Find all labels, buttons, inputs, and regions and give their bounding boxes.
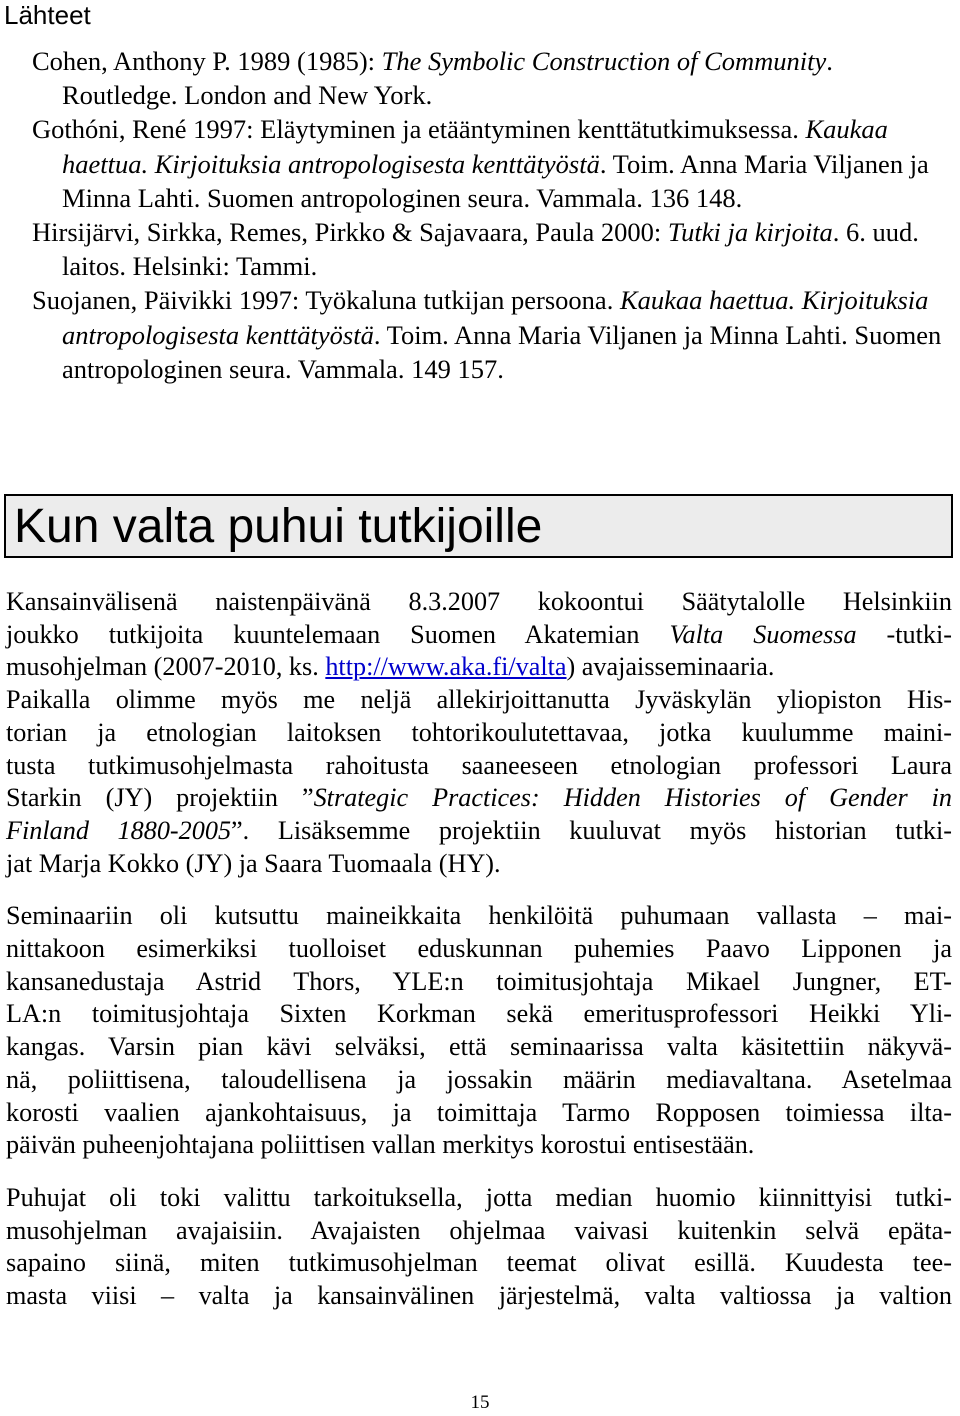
paragraph xyxy=(6,900,952,1162)
page-number: 15 xyxy=(470,1392,490,1413)
text-line: musohjelman (2007-2010, ks. http://www.aka.fi/valta) avajaisseminaaria. xyxy=(6,652,775,682)
text-line: Puhujat oli toki valittu tarkoituksella, jotta median huomio kiinnittyisi tutki- xyxy=(6,1182,952,1212)
text-line: korosti vaalien ajankohtaisuus, ja toimittaja Tarmo Ropposen toimiessa ilta- xyxy=(6,1097,952,1127)
text-line: Kansainvälisenä naistenpäivänä 8.3.2007 kokoontui Säätytalolle Helsinkiin xyxy=(6,587,952,616)
article-title: Kun valta puhui tutkijoille xyxy=(14,500,543,553)
article-title-banner xyxy=(4,494,953,558)
text-line: nittakoon esimerkiksi tuolloiset eduskunnan puhemies Paavo Lipponen ja xyxy=(6,934,952,964)
text-line: tusta tutkimusohjelmasta rahoitusta saaneeseen etnologian professori Laura xyxy=(6,750,952,780)
text-line: Paikalla olimme myös me neljä allekirjoittanutta Jyväskylän yliopiston His- xyxy=(6,685,952,715)
text-line: musohjelman avajaisiin. Avajaisten ohjelmaa vaivasi kuitenkin selvä epäta- xyxy=(6,1215,952,1245)
reference-list xyxy=(32,44,952,386)
text-line: Seminaariin oli kutsuttu maineikkaita henkilöitä puhumaan vallasta – mai- xyxy=(6,901,952,931)
text-line: jat Marja Kokko (JY) ja Saara Tuomaala (HY). xyxy=(6,848,501,878)
text-line: päivän puheenjohtajana poliittisen vallan merkitys korostui entisestään. xyxy=(6,1130,755,1160)
paragraph xyxy=(6,586,952,880)
text-line: Starkin (JY) projektiin ”Strategic Practices: Hidden Histories of Gender in xyxy=(6,783,953,813)
aka-valta-link[interactable]: http://www.aka.fi/valta xyxy=(325,652,567,682)
text-line: Finland 1880-2005”. Lisäksemme projektiin kuuluvat myös historian tutki- xyxy=(6,815,952,845)
reference-item: Suojanen, Päivikki 1997: Työkaluna tutkijan persoona. Kaukaa haettua. Kirjoituksia antropologisesta kenttätyöstä. Toim. Anna Maria Viljanen ja Minna Lahti. Suomen antropologinen seura. Vammala. 149 157. xyxy=(32,285,942,384)
text-line: kangas. Varsin pian kävi selväksi, että seminaarissa valta käsitettiin näkyvä- xyxy=(6,1032,952,1062)
text-line: LA:n toimitusjohtaja Sixten Korkman sekä emeritusprofessori Heikki Yli- xyxy=(6,999,952,1029)
section-heading: Lähteet xyxy=(4,0,91,30)
reference-item: Cohen, Anthony P. 1989 (1985): The Symbolic Construction of Community. Routledge. London and New York. xyxy=(32,46,833,111)
paragraph xyxy=(6,1182,952,1313)
text-line: torian ja etnologian laitoksen tohtorikoulutettavaa, jotka kuulumme maini- xyxy=(6,717,952,747)
text-line: nä, poliittisena, taloudellisena ja jossakin määrin mediavaltana. Asetelmaa xyxy=(6,1064,952,1094)
text-line: kansanedustaja Astrid Thors, YLE:n toimitusjohtaja Mikael Jungner, ET- xyxy=(6,966,952,996)
article-body xyxy=(6,586,952,1313)
text-line: sapaino siinä, miten tutkimusohjelman teemat olivat esillä. Kuudesta tee- xyxy=(6,1248,952,1278)
reference-item: Hirsijärvi, Sirkka, Remes, Pirkko & Sajavaara, Paula 2000: Tutki ja kirjoita. 6. uud. laitos. Helsinki: Tammi. xyxy=(32,217,919,282)
text-line: joukko tutkijoita kuuntelemaan Suomen Akatemian Valta Suomessa -tutki- xyxy=(6,619,953,649)
reference-item: Gothóni, René 1997: Eläytyminen ja etääntyminen kenttätutkimuksessa. Kaukaa haettua. Kirjoituksia antropologisesta kenttätyöstä. Toim. Anna Maria Viljanen ja Minna Lahti. Suomen antropologinen seura. Vammala. 136 148. xyxy=(32,114,929,213)
text-line: masta viisi – valta ja kansainvälinen järjestelmä, valta valtiossa ja valtion xyxy=(6,1281,952,1311)
